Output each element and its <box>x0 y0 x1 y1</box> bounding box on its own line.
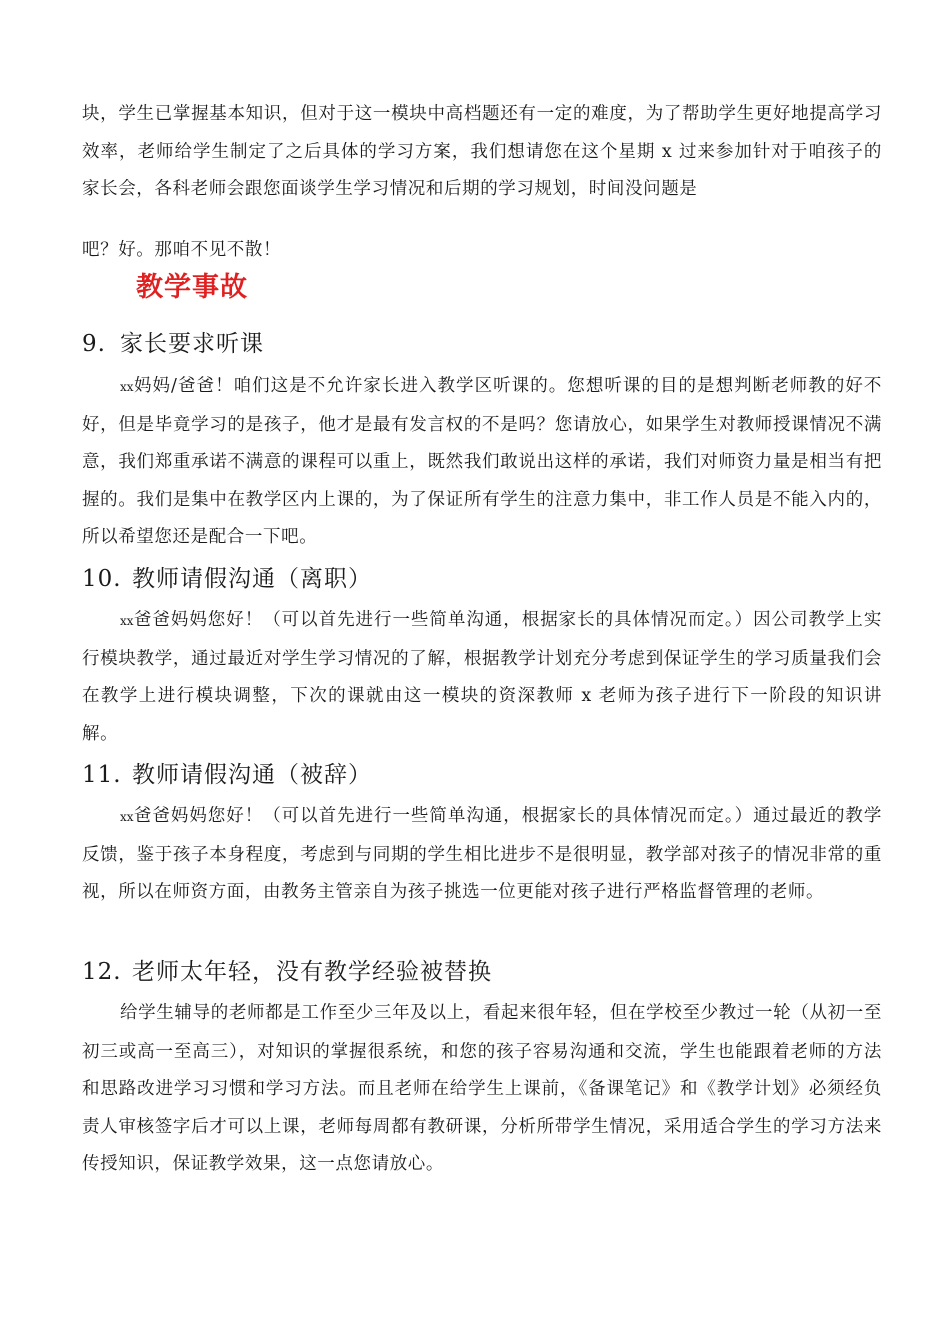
item-title: 教师请假沟通（被辞） <box>132 762 372 788</box>
name-placeholder: xx <box>120 380 134 394</box>
item-number: 12. <box>82 959 122 985</box>
item-title: 教师请假沟通（离职） <box>132 566 372 592</box>
item-body-12 <box>82 995 882 1184</box>
item-number: 10. <box>82 566 122 592</box>
intro-paragraph-tail: 吧？好。那咱不见不散！ <box>82 240 282 260</box>
name-placeholder: xx <box>120 810 134 824</box>
item-heading-12 <box>82 954 492 990</box>
item-heading-10 <box>82 561 372 597</box>
item-body-text: 爸爸妈妈您好！（可以首先进行一些简单沟通，根据家长的具体情况而定。）通过最近的教学反馈，鉴于孩子本身程度，考虑到与同期的学生相比进步不是很明显，教学部对孩子的情况非常的重视，所以在师资方面，由教务主管亲自为孩子挑选一位更能对孩子进行严格监督管理的老师。 <box>82 806 882 902</box>
item-number: 9. <box>82 331 106 357</box>
item-title: 家长要求听课 <box>120 331 264 357</box>
item-body-9 <box>82 368 882 557</box>
item-number: 11. <box>82 762 122 788</box>
item-body-text: 妈妈/爸爸！咱们这是不允许家长进入教学区听课的。您想听课的目的是想判断老师教的好不好，但是毕竟学习的是孩子，他才是最有发言权的不是吗？您请放心，如果学生对教师授课情况不满意，我们郑重承诺不满意的课程可以重上，既然我们敢说出这样的承诺，我们对师资力量是相当有把握的。我们是集中在教学区内上课的，为了保证所有学生的注意力集中，非工作人员是不能入内的，所以希望您还是配合一下吧。 <box>82 376 882 547</box>
item-title: 老师太年轻，没有教学经验被替换 <box>132 959 492 985</box>
section-title: 教学事故 <box>136 272 248 303</box>
item-body-10 <box>82 602 882 753</box>
item-body-11 <box>82 798 882 912</box>
intro-paragraph: 块，学生已掌握基本知识，但对于这一模块中高档题还有一定的难度，为了帮助学生更好地提高学习效率，老师给学生制定了之后具体的学习方案，我们想请您在这个星期 x 过来参加针对于咱孩子的家长会，各科老师会跟您面谈学生学习情况和后期的学习规划，时间没问题是 <box>82 104 882 199</box>
item-body-text: 给学生辅导的老师都是工作至少三年及以上，看起来很年轻，但在学校至少教过一轮（从初一至初三或高一至高三），对知识的掌握很系统，和您的孩子容易沟通和交流，学生也能跟着老师的方法和思路改进学习习惯和学习方法。而且老师在给学生上课前，《备课笔记》和《教学计划》必须经负责人审核签字后才可以上课，老师每周都有教研课，分析所带学生情况，采用适合学生的学习方法来传授知识，保证教学效果，这一点您请放心。 <box>82 1003 882 1174</box>
name-placeholder: xx <box>120 614 134 628</box>
item-heading-9 <box>82 326 264 362</box>
item-body-text: 爸爸妈妈您好！（可以首先进行一些简单沟通，根据家长的具体情况而定。）因公司教学上实行模块教学，通过最近对学生学习情况的了解，根据教学计划充分考虑到保证学生的学习质量我们会在教学上进行模块调整，下次的课就由这一模块的资深教师 x 老师为孩子进行下一阶段的知识讲解。 <box>82 610 882 744</box>
item-heading-11 <box>82 757 372 793</box>
